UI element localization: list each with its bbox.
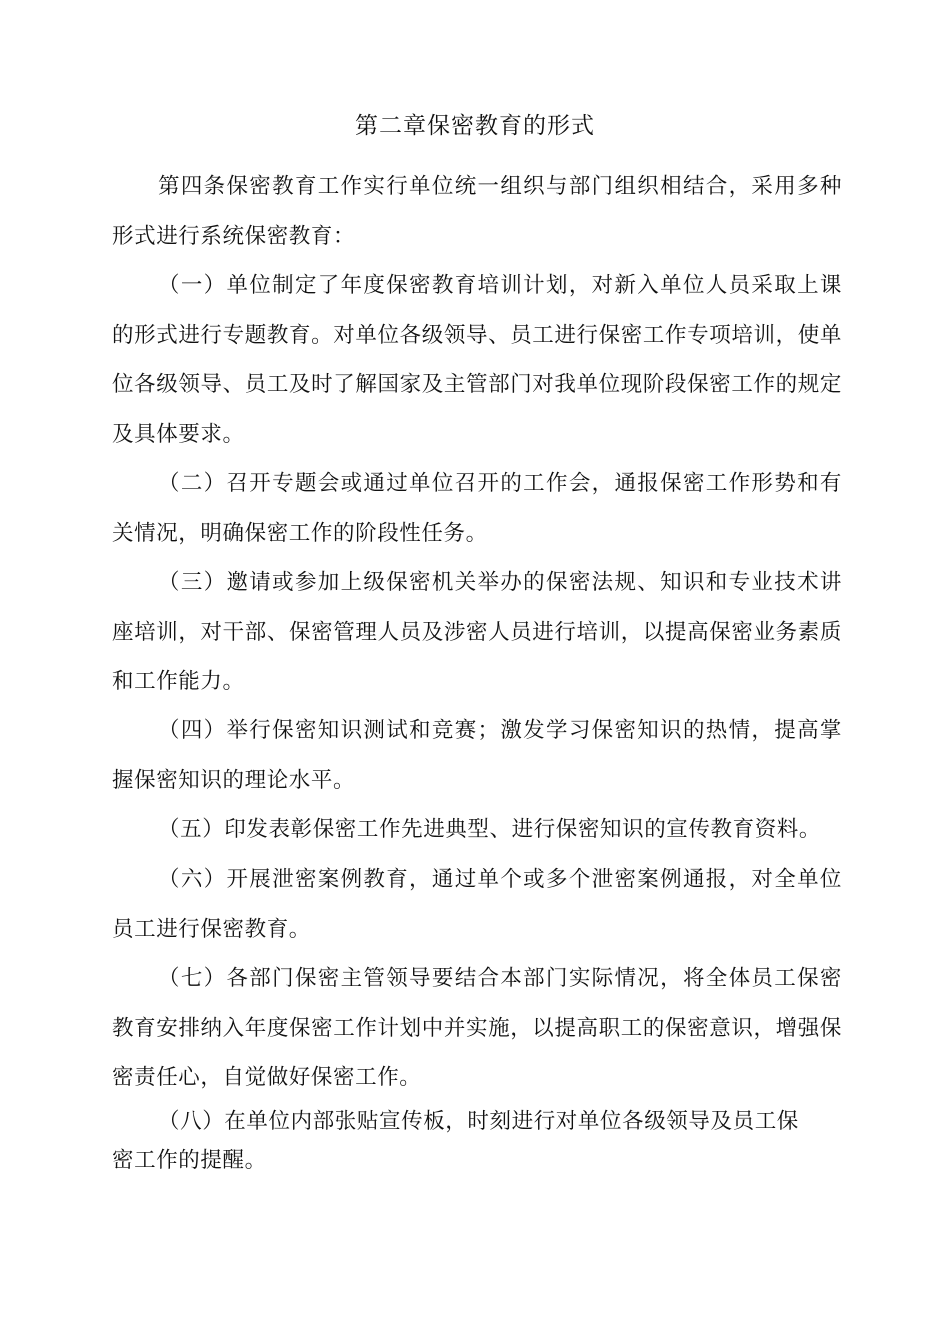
article-4-paragraph: 第四条保密教育工作实行单位统一组织与部门组织相结合，采用多种形式进行系统保密教育：	[112, 174, 842, 249]
item-6-paragraph: （六）开展泄密案例教育，通过单个或多个泄密案例通报，对全单位员工进行保密教育。	[112, 867, 842, 942]
item-1-paragraph: （一）单位制定了年度保密教育培训计划，对新入单位人员采取上课的形式进行专题教育。对单位各级领导、员工进行保密工作专项培训，使单位各级领导、员工及时了解国家及主管部门对我单位现阶段保密工作的规定及具体要求。	[112, 273, 842, 447]
item-2-paragraph: （二）召开专题会或通过单位召开的工作会，通报保密工作形势和有关情况，明确保密工作的阶段性任务。	[112, 471, 842, 546]
chapter-title: 第二章保密教育的形式	[355, 113, 595, 139]
item-4-paragraph: （四）举行保密知识测试和竞赛；激发学习保密知识的热情，提高掌握保密知识的理论水平。	[112, 718, 842, 793]
item-3-paragraph: （三）邀请或参加上级保密机关举办的保密法规、知识和专业技术讲座培训，对干部、保密管理人员及涉密人员进行培训，以提高保密业务素质和工作能力。	[112, 570, 842, 695]
item-8-paragraph: （八）在单位内部张贴宣传板，时刻进行对单位各级领导及员工保密工作的提醒。	[112, 1109, 799, 1173]
item-7-paragraph: （七）各部门保密主管领导要结合本部门实际情况，将全体员工保密教育安排纳入年度保密工作计划中并实施，以提高职工的保密意识，增强保密责任心，自觉做好保密工作。	[112, 966, 842, 1091]
item-5-paragraph: （五）印发表彰保密工作先进典型、进行保密知识的宣传教育资料。	[158, 817, 822, 842]
